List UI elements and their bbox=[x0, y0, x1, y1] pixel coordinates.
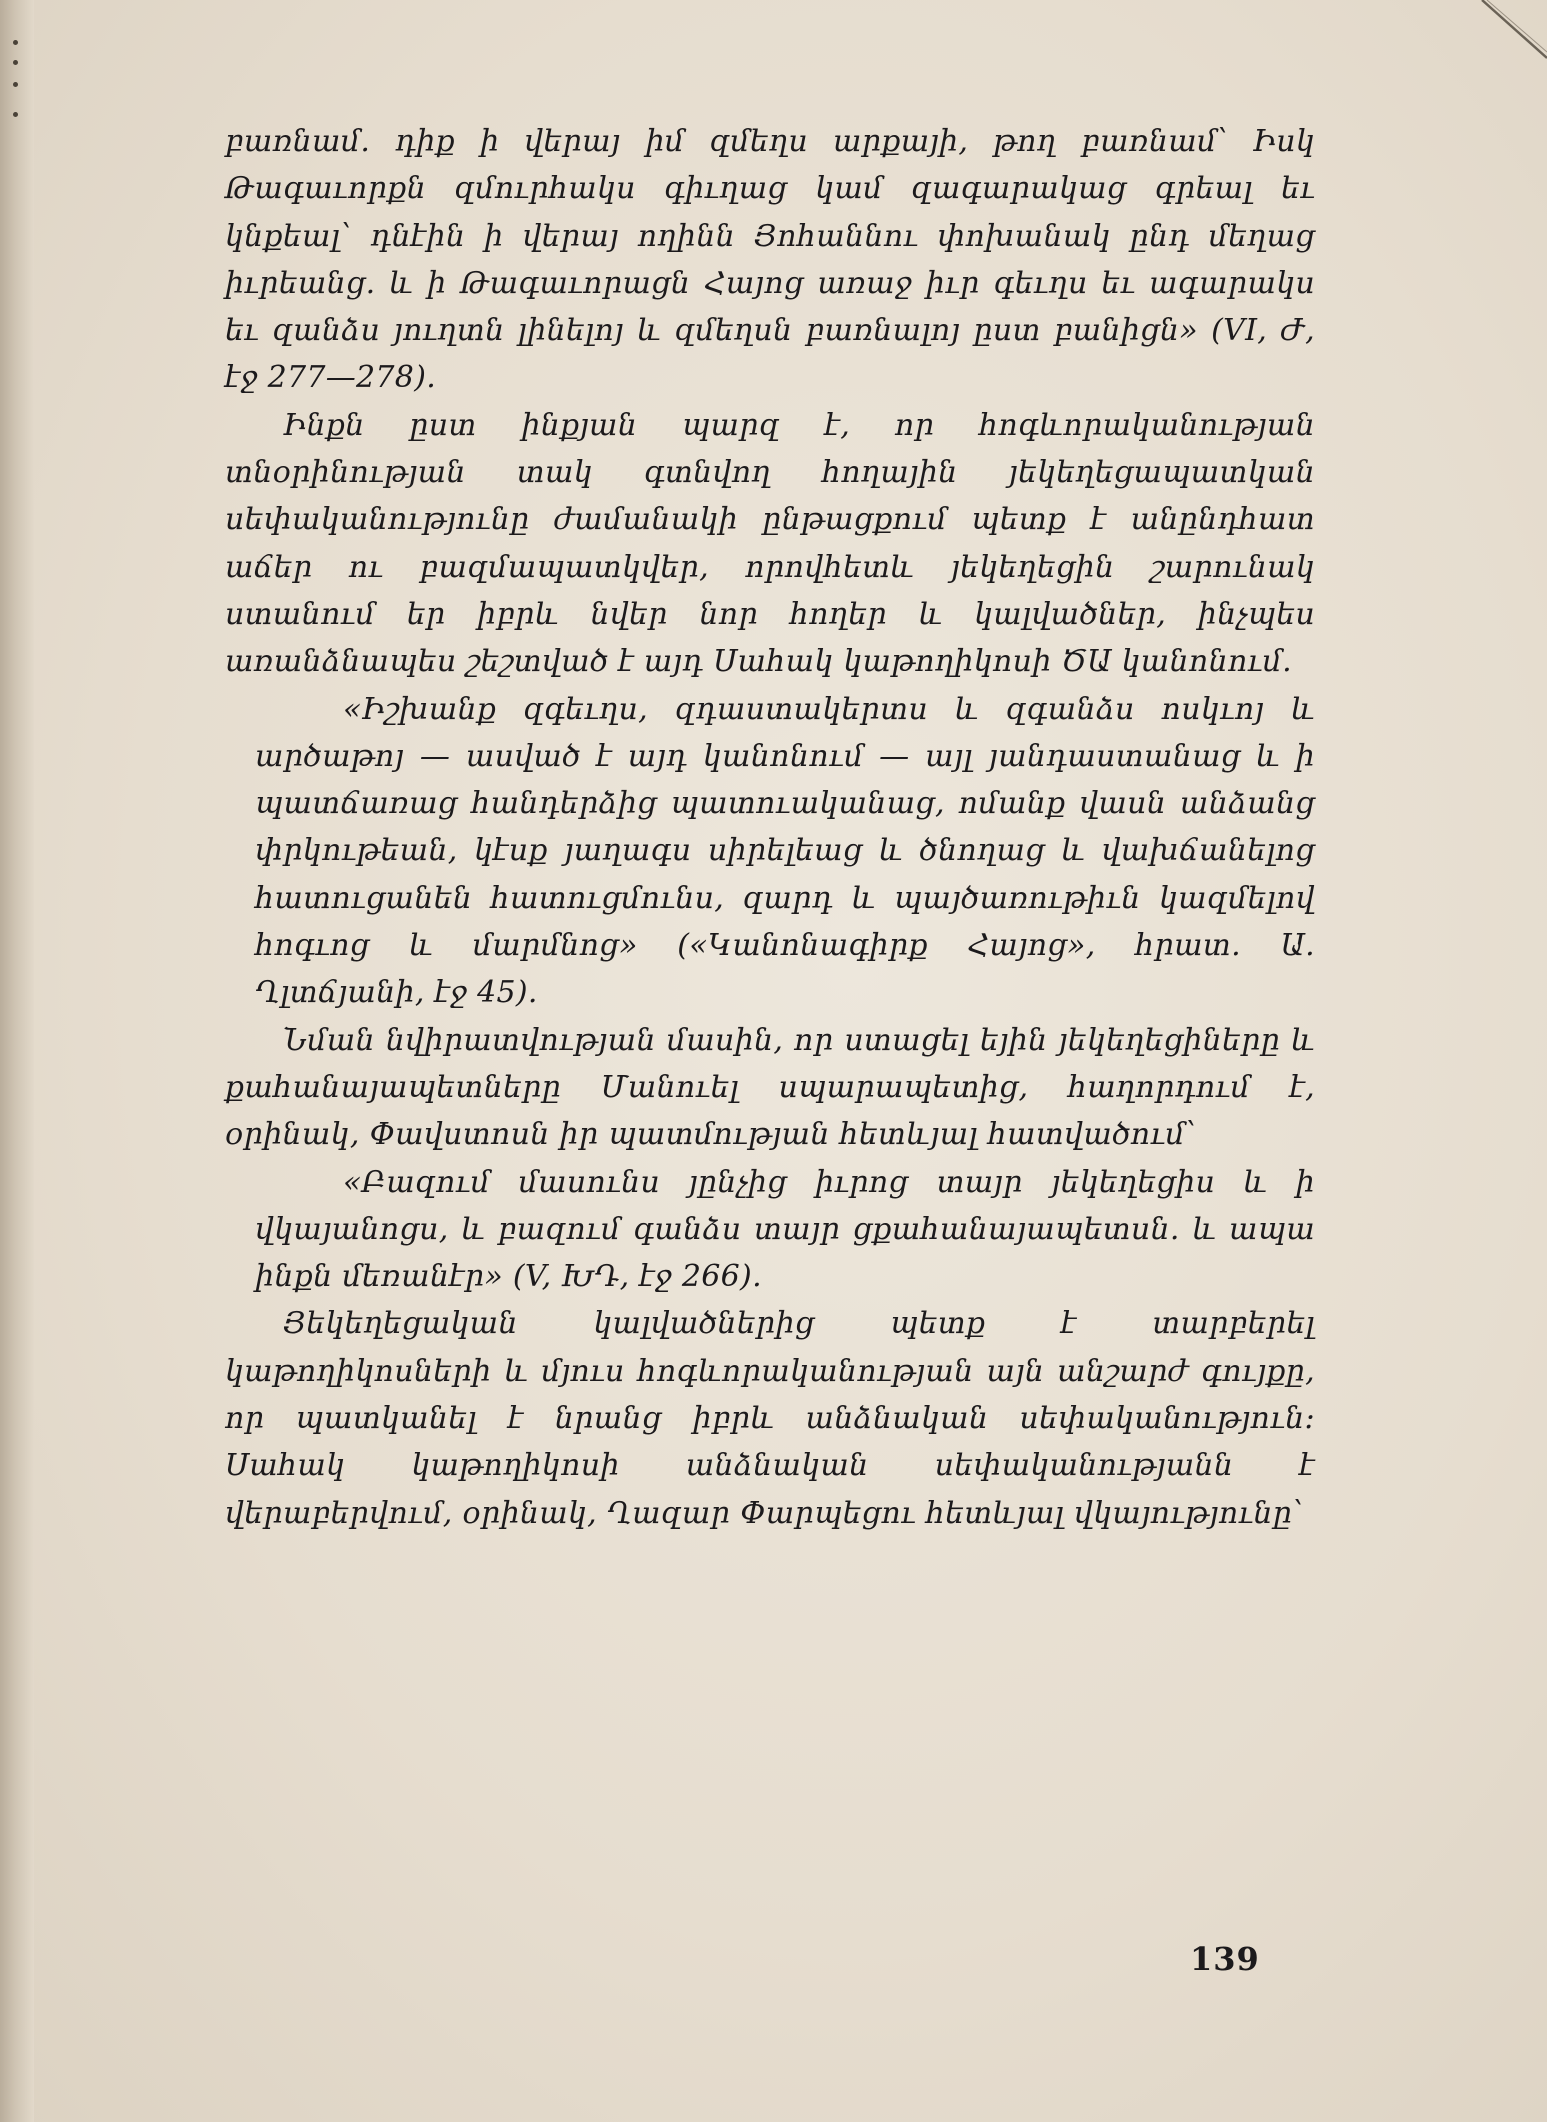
binding-hole bbox=[13, 40, 18, 45]
corner-crease bbox=[1427, 0, 1547, 120]
paragraph-catholicos-property: Յեկեղեցական կալվածներից պետք է տարբերել կաթողիկոսների և մյուս հոգևորականության այն անշարժ գույքը, որ պատկանել է նրանց իբրև անձնական սեփականություն։ Սահակ կաթողիկոսի անձնական սեփականությանն է վերաբերվում, օրինակ, Ղազար Փարպեցու հետևյալ վկայությունը՝ bbox=[225, 1306, 1315, 1531]
quote-canon: «Իշխանք զգեւղս, զդաստակերտս և զգանձս ոսկւոյ և արծաթոյ — ասված է այդ կանոնում — այլ յանդաստանաց և ի պատճառաց հանդերձից պատուականաց, ոմանք վասն անձանց փրկութեան, կէսք յաղագս սիրելեաց և ծնողաց և վախճանելոց հատուցանեն հատուցմունս, զարդ և պայծառութիւն կազմելով հոգւոց և մարմնոց» («Կանոնագիրք Հայոց», հրատ. Ա. Ղլտճյանի, էջ 45). bbox=[255, 691, 1315, 1011]
binding-hole bbox=[13, 60, 18, 65]
quote-pavstos: «Բազում մասունս յընչից իւրոց տայր յեկեղեցիս և ի վկայանոցս, և բազում գանձս տայր ցքահանայապետսն. և ապա ինքն մեռանէր» (V, ԽԴ, էջ 266). bbox=[255, 1164, 1315, 1295]
paragraph-church-property: Ինքն ըստ ինքյան պարզ է, որ հոգևորականության տնօրինության տակ գտնվող հողային յեկեղեցապատկան սեփականությունը ժամանակի ընթացքում պետք է անընդհատ աճեր ու բազմապատկվեր, որովհետև յեկեղեցին շարունակ ստանում եր իբրև նվեր նոր հողեր և կալվածներ, ինչպես առանձնապես շեշտված է այդ Սահակ կաթողիկոսի ԾԱ կանոնում. bbox=[225, 407, 1315, 680]
paragraph-donation: Նման նվիրատվության մասին, որ ստացել եյին յեկեղեցիները և քահանայապետները Մանուել սպարապետից, հաղորդում է, օրինակ, Փավստոսն իր պատմության հետևյալ հատվածում՝ bbox=[225, 1022, 1315, 1153]
binding-edge bbox=[0, 0, 34, 2122]
body-text bbox=[225, 118, 1315, 1537]
binding-hole bbox=[13, 82, 18, 87]
page-number: 139 bbox=[1190, 1940, 1260, 1978]
paragraph-continued-quote: բառնամ. դիք ի վերայ իմ զմեղս արքայի, թող բառնամ՝ Իսկ Թագաւորքն զմուրհակս գիւղաց կամ զագարակաց գրեալ եւ կնքեալ՝ դնէին ի վերայ ողինն Յոհաննու փոխանակ ընդ մեղաց իւրեանց. և ի Թագաւորացն Հայոց առաջ իւր գեւղս եւ ագարակս եւ զանձս յուղտն լինելոյ և զմեղսն բառնալոյ ըստ բանիցն» (VI, Ժ, էջ 277—278). bbox=[225, 124, 1315, 396]
binding-hole bbox=[13, 112, 18, 117]
